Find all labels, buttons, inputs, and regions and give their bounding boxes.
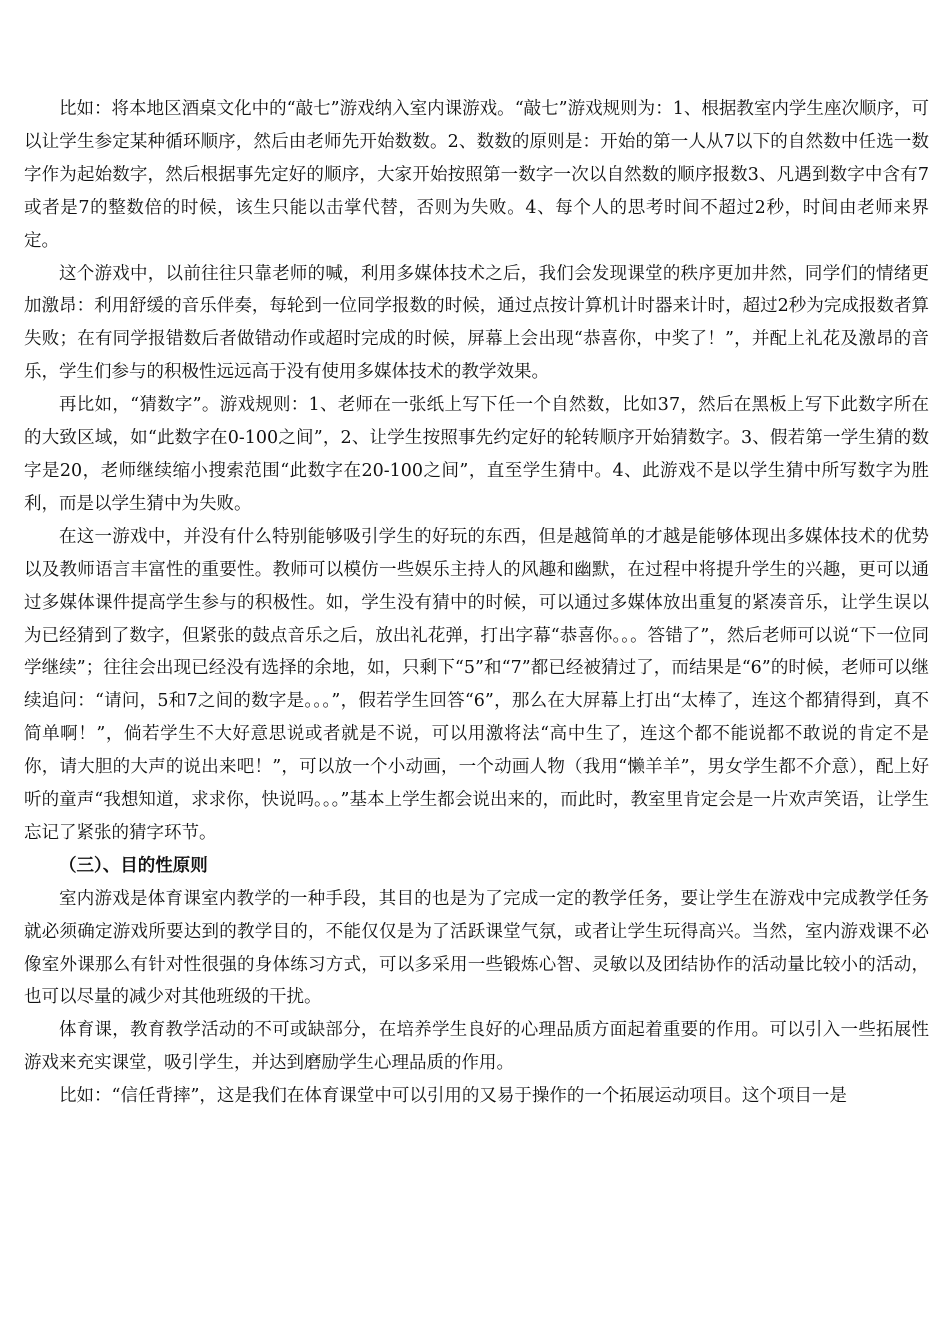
paragraph-pe-psychology: 体育课，教育教学活动的不可或缺部分，在培养学生良好的心理品质方面起着重要的作用。可以引入一些拓展性游戏来充实课堂，吸引学生，并达到磨励学生心理品质的作用。: [24, 1020, 929, 1074]
paragraph-multimedia-effect: 这个游戏中，以前往往只靠老师的喊，利用多媒体技术之后，我们会发现课堂的秩序更加井然，同学们的情绪更加激昂：利用舒缓的音乐伴奏，每轮到一位同学报数的时候，通过点按计算机计时器来计时，超过2秒为完成报数者算失败；在有同学报错数后者做错动作或超时完成的时候，屏幕上会出现“恭喜你，中奖了！”，并配上礼花及激昂的音乐，学生们参与的积极性远远高于没有使用多媒体技术的教学效果。: [24, 263, 929, 383]
paragraph-guess-number-analysis: 在这一游戏中，并没有什么特别能够吸引学生的好玩的东西，但是越简单的才越是能够体现出多媒体技术的优势以及教师语言丰富性的重要性。教师可以模仿一些娱乐主持人的风趣和幽默，在过程中将提升学生的兴趣，更可以通过多媒体课件提高学生参与的积极性。如，学生没有猜中的时候，可以通过多媒体放出重复的紧凑音乐，让学生误以为已经猜到了数字，但紧张的鼓点音乐之后，放出礼花弹，打出字幕“恭喜你。。。答错了”，然后老师可以说“下一位同学继续”；往往会出现已经没有选择的余地，如，只剩下“5”和“7”都已经被猜过了，而结果是“6”的时候，老师可以继续追问：“请问，5和7之间的数字是。。。”，假若学生回答“6”，那么在大屏幕上打出“太棒了，连这个都猜得到，真不简单啊！”，倘若学生不大好意思说或者就是不说，可以用激将法“高中生了，连这个都不能说都不敢说的肯定不是你，请大胆的大声的说出来吧！”，可以放一个小动画，一个动画人物（我用“懒羊羊”，男女学生都不介意），配上好听的童声“我想知道，求求你，快说吗。。。”基本上学生都会说出来的，而此时，教室里肯定会是一片欢声笑语，让学生忘记了紧张的猜字环节。: [24, 526, 929, 843]
paragraph-trust-fall: 比如：“信任背摔”，这是我们在体育课堂中可以引用的又易于操作的一个拓展运动项目。这个项目一是: [59, 1086, 847, 1107]
paragraph-qiaoqi-rules: 比如：将本地区酒桌文化中的“敲七”游戏纳入室内课游戏。“敲七”游戏规则为：1、根据教室内学生座次顺序，可以让学生参定某种循环顺序，然后由老师先开始数数。2、数数的原则是：开始的第一人从7以下的自然数中任选一数字作为起始数字，然后根据事先定好的顺序，大家开始按照第一数字一次以自然数的顺序报数3、凡遇到数字中含有7或者是7的整数倍的时候，该生只能以击掌代替，否则为失败。4、每个人的思考时间不超过2秒，时间由老师来界定。: [24, 99, 929, 251]
paragraph-indoor-game-purpose: 室内游戏是体育课室内教学的一种手段，其目的也是为了完成一定的教学任务，要让学生在游戏中完成教学任务就必须确定游戏所要达到的教学目的，不能仅仅是为了活跃课堂气氛，或者让学生玩得高兴。当然，室内游戏课不必像室外课那么有针对性很强的身体练习方式，可以多采用一些锻炼心智、灵敏以及团结协作的活动量比较小的活动，也可以尽量的减少对其他班级的干扰。: [24, 888, 929, 1008]
section-heading-purpose-principle: （三）、目的性原则: [59, 855, 208, 876]
document-body: [24, 93, 929, 1113]
paragraph-guess-number-rules: 再比如，“猜数字”。游戏规则：1、老师在一张纸上写下任一个自然数，比如37，然后在黑板上写下此数字所在的大致区域，如“此数字在0-100之间”，2、让学生按照事先约定好的轮转顺序开始猜数字。3、假若第一学生猜的数字是20，老师继续缩小搜索范围“此数字在20-100之间”，直至学生猜中。4、此游戏不是以学生猜中所写数字为胜利，而是以学生猜中为失败。: [24, 395, 929, 514]
